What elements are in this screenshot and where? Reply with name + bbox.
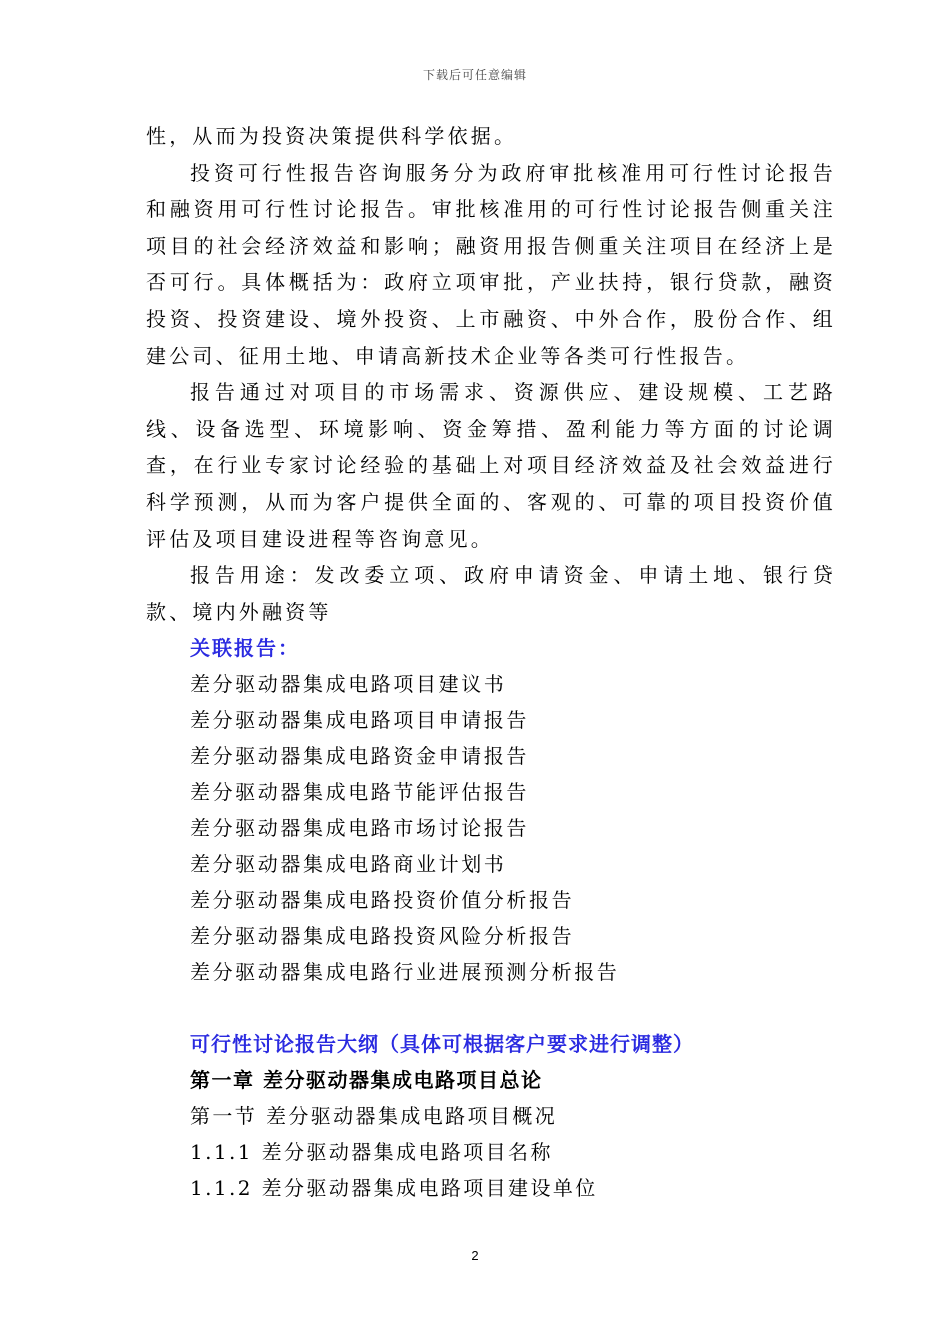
page-header: 下载后可任意编辑 — [422, 68, 527, 82]
outline-title: 可行性讨论报告大纲（具体可根据客户要求进行调整） — [190, 1032, 694, 1057]
related-report-item: 差分驱动器集成电路资金申请报告 — [190, 744, 529, 769]
paragraph-report-usage: 报告用途：发改委立项、政府申请资金、申请土地、银行贷款、境内外融资等 — [146, 563, 836, 624]
page-number: 2 — [471, 1248, 479, 1263]
related-reports-heading: 关联报告： — [190, 636, 300, 661]
related-report-item: 差分驱动器集成电路节能评估报告 — [190, 780, 529, 805]
subsection-item: 1.1.1 差分驱动器集成电路项目名称 — [190, 1140, 553, 1165]
section-heading: 第一节 差分驱动器集成电路项目概况 — [190, 1104, 558, 1129]
paragraph-service-types: 投资可行性报告咨询服务分为政府审批核准用可行性讨论报告和融资用可行性讨论报告。审批核准用的可行性讨论报告侧重关注项目的社会经济效益和影响；融资用报告侧重关注项目在经济上是否可行。具体概括为：政府立项审批，产业扶持，银行贷款，融资投资、投资建设、境外投资、上市融资、中外合作，股份合作、组建公司、征用土地、申请高新技术企业等各类可行性报告。 — [146, 160, 836, 368]
spacer — [146, 990, 836, 1026]
chapter-heading: 第一章 差分驱动器集成电路项目总论 — [190, 1068, 543, 1093]
document-body — [146, 118, 836, 1206]
related-report-item: 差分驱动器集成电路投资价值分析报告 — [190, 888, 575, 913]
related-report-item: 差分驱动器集成电路项目申请报告 — [190, 708, 529, 733]
related-report-item: 差分驱动器集成电路商业计划书 — [190, 852, 507, 877]
paragraph-report-method: 报告通过对项目的市场需求、资源供应、建设规模、工艺路线、设备选型、环境影响、资金筹措、盈利能力等方面的讨论调查，在行业专家讨论经验的基础上对项目经济效益及社会效益进行科学预测，从而为客户提供全面的、客观的、可靠的项目投资价值评估及项目建设进程等咨询意见。 — [146, 380, 836, 551]
related-report-item: 差分驱动器集成电路行业进展预测分析报告 — [190, 960, 620, 985]
paragraph-continuation: 性，从而为投资决策提供科学依据。 — [146, 124, 518, 148]
related-report-item: 差分驱动器集成电路项目建议书 — [190, 672, 507, 697]
related-reports-list — [146, 666, 836, 990]
related-report-item: 差分驱动器集成电路市场讨论报告 — [190, 816, 529, 841]
related-report-item: 差分驱动器集成电路投资风险分析报告 — [190, 924, 575, 949]
subsection-item: 1.1.2 差分驱动器集成电路项目建设单位 — [190, 1176, 598, 1201]
